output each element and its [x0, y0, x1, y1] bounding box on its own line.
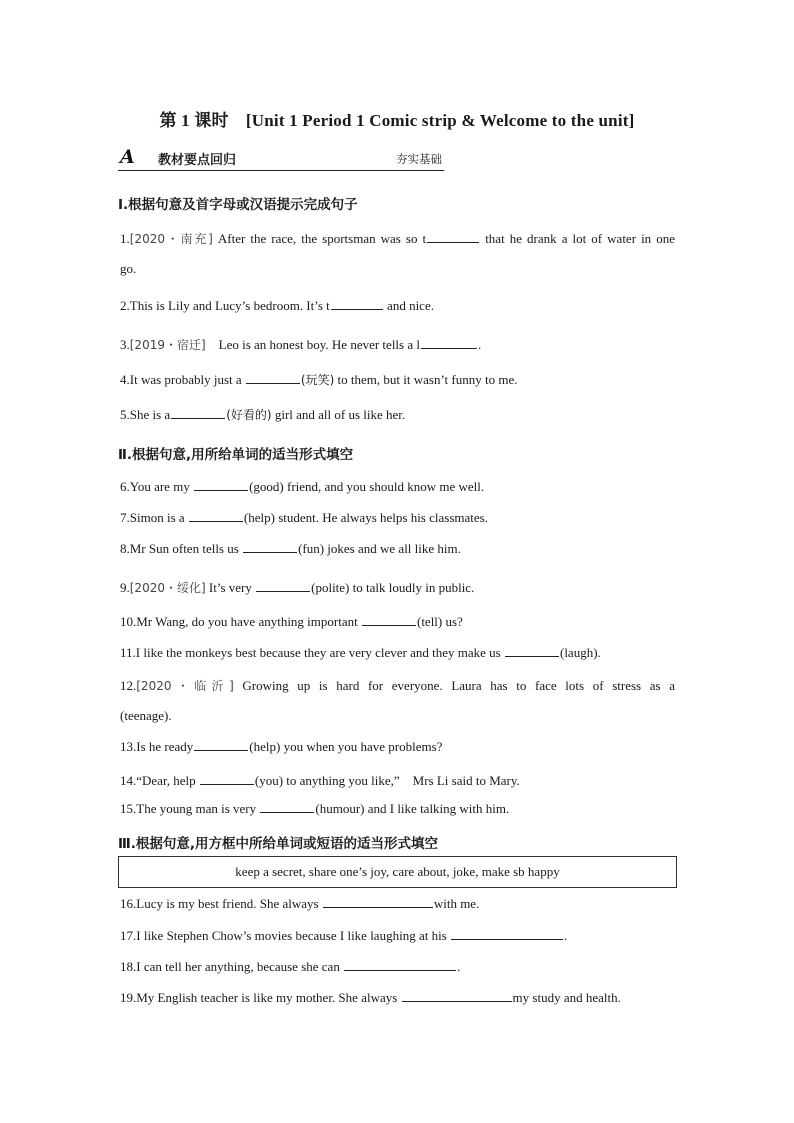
question-1: 1.[2020・南充] After the race, the sportsman was so t that he drank a lot of water in one	[120, 231, 675, 246]
answer-blank[interactable]	[505, 645, 559, 657]
question-15: 15.The young man is very (humour) and I like talking with him.	[120, 801, 510, 816]
answer-blank[interactable]	[189, 510, 243, 522]
section-banner	[118, 145, 444, 171]
section-3-heading: Ⅲ.根据句意,用方框中所给单词或短语的适当形式填空	[118, 836, 439, 852]
answer-blank[interactable]	[451, 928, 563, 940]
answer-blank[interactable]	[171, 407, 225, 419]
section-badge: A	[120, 147, 144, 167]
answer-blank[interactable]	[194, 479, 248, 491]
question-16: 16.Lucy is my best friend. She always with me.	[120, 896, 480, 911]
question-14: 14.“Dear, help (you) to anything you like,” Mrs Li said to Mary.	[120, 773, 520, 788]
answer-blank[interactable]	[260, 801, 314, 813]
banner-tag: 夯实基础	[396, 152, 442, 166]
question-6: 6.You are my (good) friend, and you should know me well.	[120, 479, 485, 494]
page-title: 第 1 课时 [Unit 1 Period 1 Comic strip & Welcome to the unit]	[159, 111, 635, 130]
banner-label: 教材要点回归	[158, 153, 237, 168]
question-17: 17.I like Stephen Chow’s movies because I like laughing at his .	[120, 928, 568, 943]
answer-blank[interactable]	[362, 614, 416, 626]
question-5: 5.She is a (好看的) girl and all of us like her.	[120, 407, 406, 422]
question-11: 11.I like the monkeys best because they are very clever and they make us (laugh).	[120, 645, 601, 660]
answer-blank[interactable]	[243, 541, 297, 553]
question-4: 4.It was probably just a (玩笑) to them, but it wasn’t funny to me.	[120, 372, 518, 387]
question-13: 13.Is he ready (help) you when you have problems?	[120, 739, 443, 754]
section-1-heading: Ⅰ.根据句意及首字母或汉语提示完成句子	[118, 197, 358, 213]
question-8: 8.Mr Sun often tells us (fun) jokes and we all like him.	[120, 541, 461, 556]
answer-blank[interactable]	[331, 298, 383, 310]
question-10: 10.Mr Wang, do you have anything important (tell) us?	[120, 614, 463, 629]
word-box: keep a secret, share one’s joy, care about, joke, make sb happy	[118, 856, 677, 888]
question-1-cont: go.	[120, 261, 137, 276]
question-12: 12.[2020・临沂] Growing up is hard for everyone. Laura has to face lots of stress as a	[120, 678, 675, 693]
answer-blank[interactable]	[344, 959, 456, 971]
question-2: 2.This is Lily and Lucy’s bedroom. It’s t and nice.	[120, 298, 434, 313]
question-7: 7.Simon is a (help) student. He always helps his classmates.	[120, 510, 488, 525]
answer-blank[interactable]	[256, 580, 310, 592]
answer-blank[interactable]	[427, 231, 479, 243]
answer-blank[interactable]	[402, 990, 512, 1002]
answer-blank[interactable]	[194, 739, 248, 751]
answer-blank[interactable]	[323, 896, 433, 908]
banner-rule	[118, 170, 444, 171]
question-9: 9.[2020・绥化] It’s very (polite) to talk loudly in public.	[120, 580, 475, 595]
question-12-cont: (teenage).	[120, 708, 172, 723]
answer-blank[interactable]	[421, 337, 477, 349]
section-2-heading: Ⅱ.根据句意,用所给单词的适当形式填空	[118, 447, 354, 463]
answer-blank[interactable]	[246, 372, 300, 384]
answer-blank[interactable]	[200, 773, 254, 785]
question-18: 18.I can tell her anything, because she can .	[120, 959, 461, 974]
question-3: 3.[2019・宿迁] Leo is an honest boy. He never tells a l .	[120, 337, 482, 352]
question-19: 19.My English teacher is like my mother. She always my study and health.	[120, 990, 621, 1005]
